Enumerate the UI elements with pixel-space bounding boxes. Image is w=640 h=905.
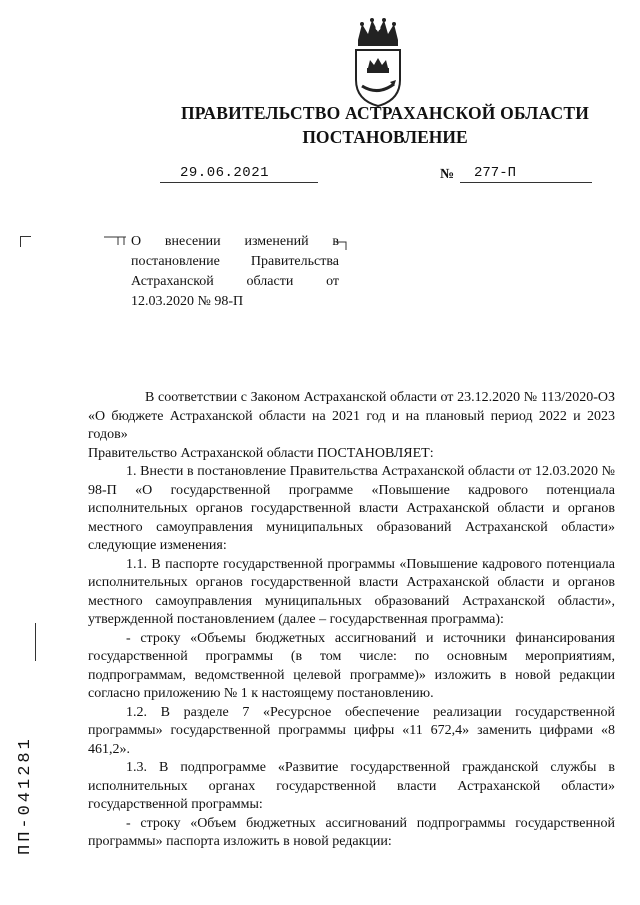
paragraph: 1.2. В разделе 7 «Ресурсное обеспечение реализации государственной программы» государственной программы цифры «11 672,4» заменить цифрами «8 461,2». <box>88 704 615 757</box>
subject-left-bracket-icon <box>104 233 128 247</box>
document-date: 29.06.2021 <box>180 165 270 181</box>
paragraph: В соответствии с Законом Астраханской области от 23.12.2020 № 113/2020-ОЗ «О бюджете Астраханской области на 2021 год и на плановый период 2022 и 2023 годов» <box>88 390 615 442</box>
paragraph: 1.3. В подпрограмме «Развитие государственной гражданской службы в исполнительных органах государственной власти Астраханской области» государственной программы: <box>88 760 615 812</box>
number-underline <box>460 182 592 183</box>
date-underline <box>160 182 318 183</box>
document-number: 277-П <box>474 165 517 181</box>
serial-number: ПП-041281 <box>16 736 35 855</box>
paragraph: - строку «Объемы бюджетных ассигнований и источники финансирования государственной программы (в том числе: по основным мероприятиям, подпрограммам, ведомственной целевой программе)» изложить в новой редакции согласно приложению № 1 к настоящему постановлению. <box>88 630 615 701</box>
margin-line <box>35 623 36 661</box>
paragraph: Правительство Астраханской области ПОСТАНОВЛЯЕТ: <box>88 445 434 461</box>
document-subject: О внесении изменений в постановление Правительства Астраханской области от 12.03.2020 № 98-П <box>131 234 339 309</box>
government-title: ПРАВИТЕЛЬСТВО АСТРАХАНСКОЙ ОБЛАСТИ <box>180 103 590 123</box>
paragraph: 1.1. В паспорте государственной программы «Повышение кадрового потенциала исполнительных органов государственной власти Астраханской области и органов местного самоуправления муниципальных образований Астраханской области», утвержденной постановлением (далее – государственная программа): <box>88 556 615 627</box>
number-sign: № <box>440 167 455 182</box>
margin-corner-mark <box>20 236 31 247</box>
paragraph: - строку «Объем бюджетных ассигнований подпрограммы государственной программы» паспорта изложить в новой редакции: <box>88 815 615 849</box>
document-type: ПОСТАНОВЛЕНИЕ <box>302 127 468 147</box>
paragraph: 1. Внести в постановление Правительства Астраханской области от 12.03.2020 № 98-П «О государственной программе «Повышение кадрового потенциала исполнительных органов государственной власти Астраханской области и органов местного самоуправления муниципальных образований Астраханской области» следующие изменения: <box>88 464 615 553</box>
coat-of-arms-icon <box>350 18 406 108</box>
document-body <box>88 389 615 852</box>
